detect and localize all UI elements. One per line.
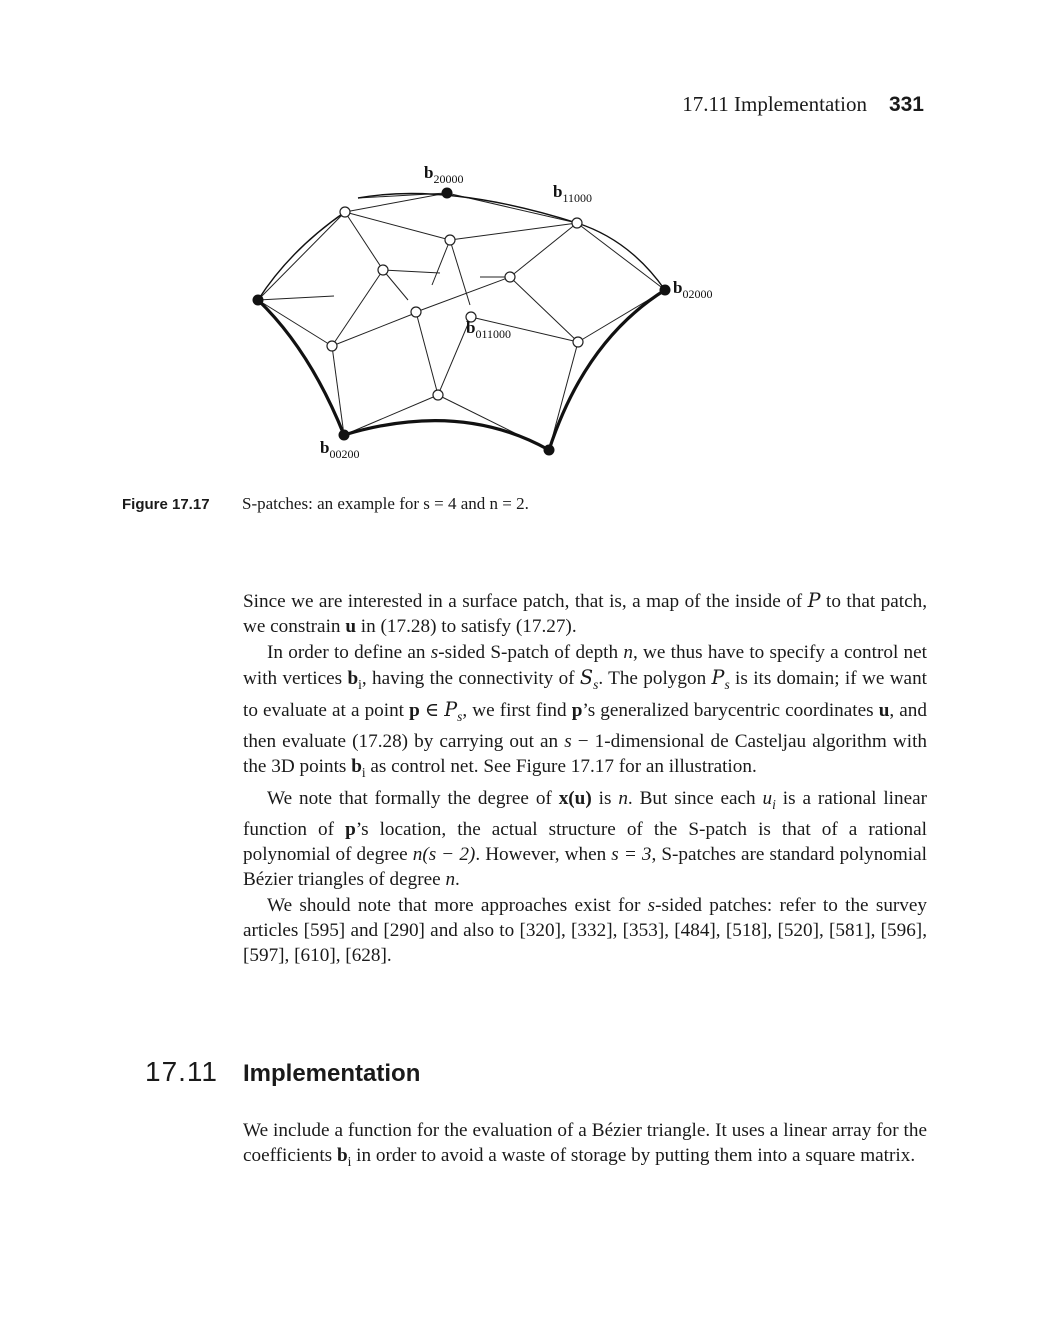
control-points (327, 207, 583, 400)
paragraph-1: Since we are interested in a surface patch, that is, a map of the inside of P to that patch, we constrain u in (17.28) to satisfy (17.27). (243, 589, 927, 638)
caption-text: S-patches: an example for s = 4 and n = 2. (242, 494, 529, 513)
body-text (243, 588, 927, 968)
paragraph-3: We note that formally the degree of x(u) is n. But since each $u_i$ is a rational linear function of p’s location, the actual structure of the S-patch is that of a rational polynomial of degree n(s − 2). However, when s = 3, S-patches are standard polynomial Bézier triangles of degree n. (243, 787, 927, 891)
patch-boundary (258, 194, 665, 450)
section-title: Implementation (243, 1060, 421, 1087)
page-number: 331 (888, 93, 924, 116)
figure-caption (122, 494, 922, 514)
paragraph-4: We should note that more approaches exist for s-sided patches: refer to the survey articles [595] and [290] and also to [320], [332], [353], [484], [518], [520], [581], [596], [597], [610], [628]. (243, 894, 928, 967)
running-head-section: 17.11 Implementation (682, 92, 867, 116)
point-labels (320, 163, 712, 461)
label-b20000: $b_{20000}$ (424, 163, 464, 186)
caption-label: Figure 17.17 (122, 496, 210, 513)
label-b02000: $b_{02000}$ (673, 278, 713, 301)
label-b11000: $b_{11000}$ (553, 182, 593, 205)
corner-points (253, 188, 671, 456)
label-b00200: $b_{00200}$ (320, 438, 360, 461)
section-number: 17.11 (145, 1056, 218, 1087)
paragraph-2: In order to define an s-sided S-patch of depth n, we thus have to specify a control net with vertices $b_i$, having the connectivity of $S_s$. The polygon $P_s$ is its domain; if we want to evaluate at a point p ∈ $P_s$, we first find p’s generalized barycentric coordinates u, and then evaluate (17.28) by carrying out an s − 1-dimensional de Casteljau algorithm with the 3D points $b_i$ as control net. See Figure 17.17 for an illustration. (243, 641, 928, 781)
s-patch-diagram (240, 160, 740, 475)
section-heading (145, 1056, 420, 1088)
label-b011000: $b_{011000}$ (466, 318, 512, 341)
section-body-text (243, 1118, 927, 1174)
paragraph-5: We include a function for the evaluation of a Bézier triangle. It uses a linear array for the coefficients $b_i$ in order to avoid a waste of storage by putting them into a square matrix. (243, 1120, 927, 1170)
figure-17-17 (240, 160, 740, 475)
running-head (682, 92, 924, 117)
